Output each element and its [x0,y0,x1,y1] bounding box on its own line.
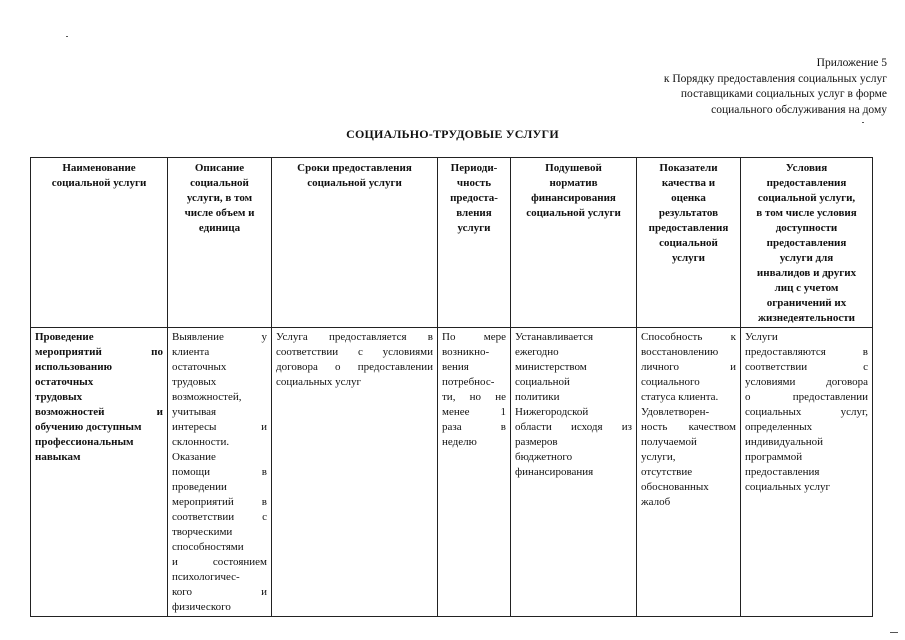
cell-line: статуса клиента. [641,391,719,403]
cell-line: Удовлетворен- [641,406,710,418]
cell-line: обоснованных [641,481,709,493]
services-table [30,157,873,617]
cell-line: социальных услуг, [745,406,868,418]
cell-line: социальной услуги [307,177,402,189]
cell-line: оценка [671,192,706,204]
cell-line: социальных услуг [276,376,362,388]
cell-line: результатов [658,207,719,219]
cell-line: физического [172,601,231,613]
cell-line: способностями [172,541,244,553]
cell-line: услуги, [641,451,676,463]
cell-line: социального [641,376,700,388]
cell-line: лиц с учетом [774,282,839,294]
cell-line: услуги [457,222,491,234]
appendix-line: к Порядку предоставления социальных услуг [663,72,887,85]
cell-line: проведении [172,481,227,493]
cell-line: менее 1 [442,406,506,418]
cell-line: жизнедеятельности [758,312,855,324]
cell-line: творческими [172,526,233,538]
cell-line: качества и [661,177,716,189]
cell-line: финансирования [531,192,616,204]
cell-line: социальной [659,237,718,249]
cell-line: Условия [785,162,828,174]
cell-line: По мере [442,331,506,343]
cell-line: Услуги [745,331,778,343]
cell-line: потребнос- [442,376,495,388]
cell-line: предоста- [450,192,498,204]
cell-line: определенных [745,421,813,433]
cell-line: раза в [442,421,506,433]
cell-line: Наименование [62,162,136,174]
cell-service-name [31,328,168,617]
cell-line: социальной услуги, [757,192,856,204]
cell-line: отсутствие [641,466,693,478]
cell-line: единица [198,222,241,234]
cell-line: услуги, в том [186,192,253,204]
cell-line: Описание [194,162,245,174]
cell-conditions [741,328,873,617]
header-quality [637,158,741,328]
cell-line: размеров [515,436,558,448]
cell-line: соответствии с [172,511,267,523]
cell-line: услуги для [779,252,834,264]
cell-line: предоставляются в [745,346,868,358]
cell-line: возникно- [442,346,490,358]
cell-line: социальной [190,177,249,189]
cell-line: соответствии с условиями [276,346,433,358]
cell-line: Услуга предоставляется в [276,331,433,343]
header-service-name [31,158,168,328]
cell-line: чность [456,177,492,189]
cell-description [168,328,272,617]
table-header-row [31,158,873,328]
cell-line: финансирования [515,466,594,478]
cell-line: доступности [775,222,838,234]
document-title: СОЦИАЛЬНО-ТРУДОВЫЕ УСЛУГИ [346,127,559,141]
table-row [31,328,873,617]
cell-line: использованию [35,361,113,373]
cell-line: трудовых [35,391,83,403]
cell-periodicity [438,328,511,617]
cell-line: ти, но не [442,391,506,403]
cell-line: Выявление у [172,331,267,343]
scan-speck [890,632,898,633]
cell-line: клиента [172,346,210,358]
cell-line: Сроки предоставления [297,162,412,174]
cell-line: интересы и [172,421,267,433]
cell-line: предоставления [766,177,847,189]
cell-line: условиями договора [745,376,868,388]
appendix-line: Приложение 5 [816,57,887,69]
cell-line: вения [442,361,469,373]
cell-line: норматив [549,177,598,189]
header-financing [511,158,637,328]
cell-line: Нижегородской [515,406,589,418]
cell-terms [272,328,438,617]
cell-line: остаточных [35,376,94,388]
cell-line: возможностей, [172,391,242,403]
cell-line: психологичес- [172,571,240,583]
cell-line: Способность к [641,331,736,343]
appendix-line: социального обслуживания на дому [711,103,887,116]
cell-line: вления [456,207,492,219]
cell-line: числе объем и [184,207,255,219]
cell-line: неделю [442,436,477,448]
cell-line: склонности. [172,436,230,448]
cell-line: предоставления [766,237,847,249]
cell-line: кого и [172,586,267,598]
cell-line: остаточных [172,361,227,373]
cell-line: предоставления [648,222,729,234]
cell-line: ограничений их [766,297,847,309]
cell-line: договора о предоставлении [276,361,433,373]
cell-line: социальной [515,376,570,388]
cell-line: восстановлению [641,346,719,358]
cell-line: получаемой [641,436,697,448]
cell-line: соответствии с [745,361,868,373]
scan-speck [862,122,864,123]
cell-line: навыкам [35,451,81,463]
header-description [168,158,272,328]
cell-line: бюджетного [515,451,573,463]
cell-line: инвалидов и других [756,267,857,279]
appendix-line: поставщиками социальных услуг в форме [680,88,887,100]
cell-line: мероприятий в [172,496,267,508]
cell-line: социальной услуги [51,177,147,189]
cell-line: предоставления [745,466,820,478]
cell-line: Оказание [172,451,216,463]
cell-line: Проведение [35,331,94,343]
cell-line: профессиональным [35,436,134,448]
cell-line: возможностей и [35,406,163,418]
cell-line: личного и [641,361,736,373]
cell-line: услуги [671,252,706,264]
cell-line: Подушевой [545,162,602,174]
cell-line: Устанавливается [515,331,594,343]
header-periodicity [438,158,511,328]
cell-line: индивидуальной [745,436,824,448]
scan-speck [66,36,68,37]
cell-line: жалоб [641,496,671,508]
cell-line: и состоянием [172,556,267,568]
header-conditions [741,158,873,328]
cell-line: ность качеством [641,421,736,433]
header-terms [272,158,438,328]
cell-line: социальной услуги [526,207,621,219]
appendix-note [664,56,887,118]
cell-line: мероприятий по [35,346,163,358]
cell-quality [637,328,741,617]
cell-line: социальных услуг [745,481,831,493]
cell-line: о предоставлении [745,391,868,403]
cell-line: учитывая [172,406,217,418]
cell-line: области исходя из [515,421,632,433]
cell-line: обучению доступным [35,421,142,433]
cell-line: министерством [515,361,587,373]
cell-line: программой [745,451,803,463]
cell-line: Показатели [659,162,718,174]
cell-financing [511,328,637,617]
cell-line: ежегодно [515,346,559,358]
cell-line: помощи в [172,466,267,478]
cell-line: трудовых [172,376,217,388]
cell-line: Периоди- [450,162,498,174]
cell-line: политики [515,391,560,403]
cell-line: в том числе условия [756,207,857,219]
